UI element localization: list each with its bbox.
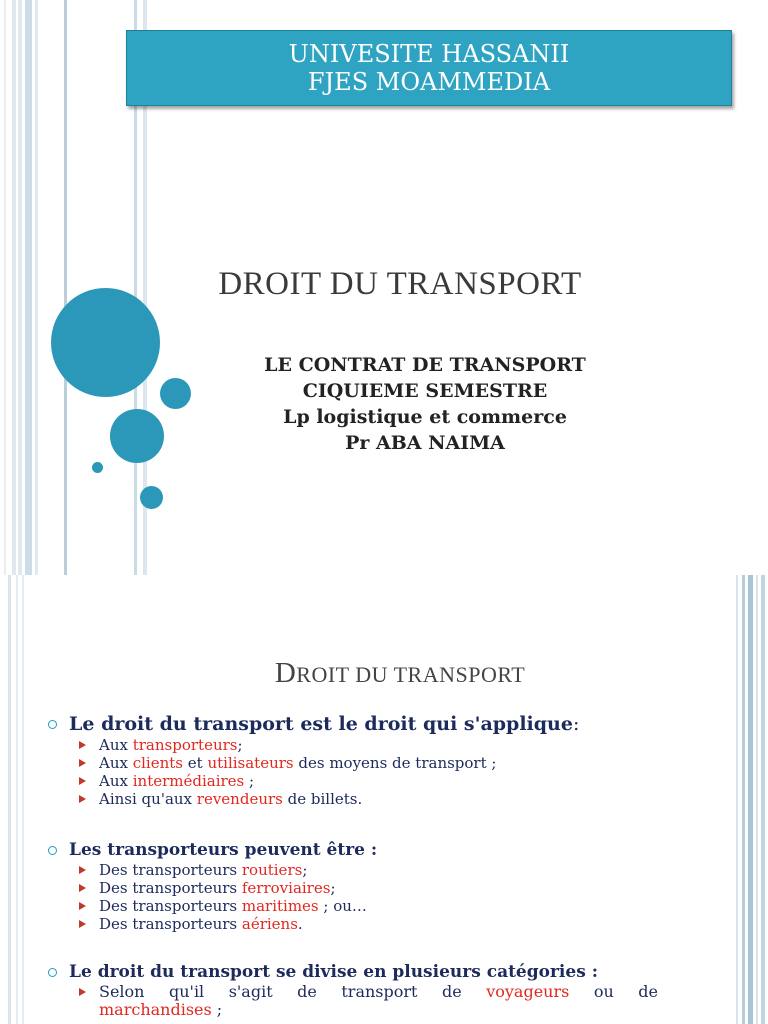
decor-line <box>35 0 38 575</box>
bullet-list <box>48 983 658 1019</box>
list-item: Des transporteurs maritimes ; ou… <box>48 897 688 915</box>
section-categories <box>48 961 688 1019</box>
heading-text: Le droit du transport est le droit qui s'applique <box>69 713 573 735</box>
slide-title <box>150 657 650 690</box>
list-item: Aux transporteurs; <box>48 736 688 754</box>
university-banner <box>126 30 732 106</box>
decor-line <box>756 575 758 1024</box>
decor-circle-small <box>140 486 163 509</box>
circle-bullet-icon <box>48 720 57 729</box>
section-heading <box>48 712 688 736</box>
arrow-bullet-icon <box>79 884 86 892</box>
decor-circle-small <box>160 378 191 409</box>
subtitle-line: LE CONTRAT DE TRANSPORT <box>264 354 586 376</box>
list-item: Ainsi qu'aux revendeurs de billets. <box>48 790 688 808</box>
arrow-bullet-icon <box>79 988 86 996</box>
decor-line <box>22 575 24 1024</box>
arrow-bullet-icon <box>79 795 86 803</box>
decor-line <box>16 575 18 1024</box>
banner-line-2: FJES MOAMMEDIA <box>307 68 551 96</box>
decor-line <box>736 575 738 1024</box>
bullet-list <box>48 861 688 933</box>
circle-bullet-icon <box>48 846 57 855</box>
list-item: Selon qu'il s'agit de transport de voyageurs ou de <box>48 983 658 1001</box>
list-item: marchandises ; <box>99 1000 223 1019</box>
subtitle-line: CIQUIEME SEMESTRE <box>302 380 548 402</box>
decor-line <box>64 0 67 575</box>
list-item: Aux clients et utilisateurs des moyens de transport ; <box>48 754 688 772</box>
decor-circle-medium <box>110 409 164 463</box>
decor-line <box>25 0 32 575</box>
heading-suffix: : <box>572 713 580 735</box>
decor-line <box>742 575 745 1024</box>
list-item: Des transporteurs ferroviaires; <box>48 879 688 897</box>
title-initial: D <box>274 657 297 689</box>
heading-text: Le droit du transport se divise en plusieurs catégories : <box>69 962 598 982</box>
section-scope <box>48 712 688 808</box>
subtitle-line: Pr ABA NAIMA <box>345 432 505 454</box>
content-slide <box>0 575 768 1024</box>
list-item: Des transporteurs routiers; <box>48 861 688 879</box>
subtitle-line: Lp logistique et commerce <box>283 406 567 428</box>
section-heading <box>48 961 688 983</box>
bullet-list <box>48 736 688 808</box>
list-item: Des transporteurs aériens. <box>48 915 688 933</box>
arrow-bullet-icon <box>79 920 86 928</box>
decor-circle-tiny <box>92 462 103 473</box>
decor-line <box>12 0 16 575</box>
slide-subtitle <box>230 352 620 456</box>
heading-text: Les transporteurs peuvent être : <box>69 840 378 860</box>
section-heading <box>48 839 688 861</box>
decor-circle-large <box>51 288 160 397</box>
circle-bullet-icon <box>48 968 57 977</box>
title-rest: ROIT DU TRANSPORT <box>296 662 526 687</box>
banner-line-1: UNIVESITE HASSANII <box>288 40 570 68</box>
arrow-bullet-icon <box>79 741 86 749</box>
slide-title: DROIT DU TRANSPORT <box>218 266 582 302</box>
decor-line <box>4 0 6 575</box>
decor-line <box>18 0 22 575</box>
list-item: Aux intermédiaires ; <box>48 772 688 790</box>
decor-line <box>748 575 753 1024</box>
arrow-bullet-icon <box>79 902 86 910</box>
arrow-bullet-icon <box>79 777 86 785</box>
arrow-bullet-icon <box>79 759 86 767</box>
decor-line <box>761 575 765 1024</box>
arrow-bullet-icon <box>79 866 86 874</box>
section-carriers <box>48 839 688 933</box>
decor-line <box>8 575 11 1024</box>
